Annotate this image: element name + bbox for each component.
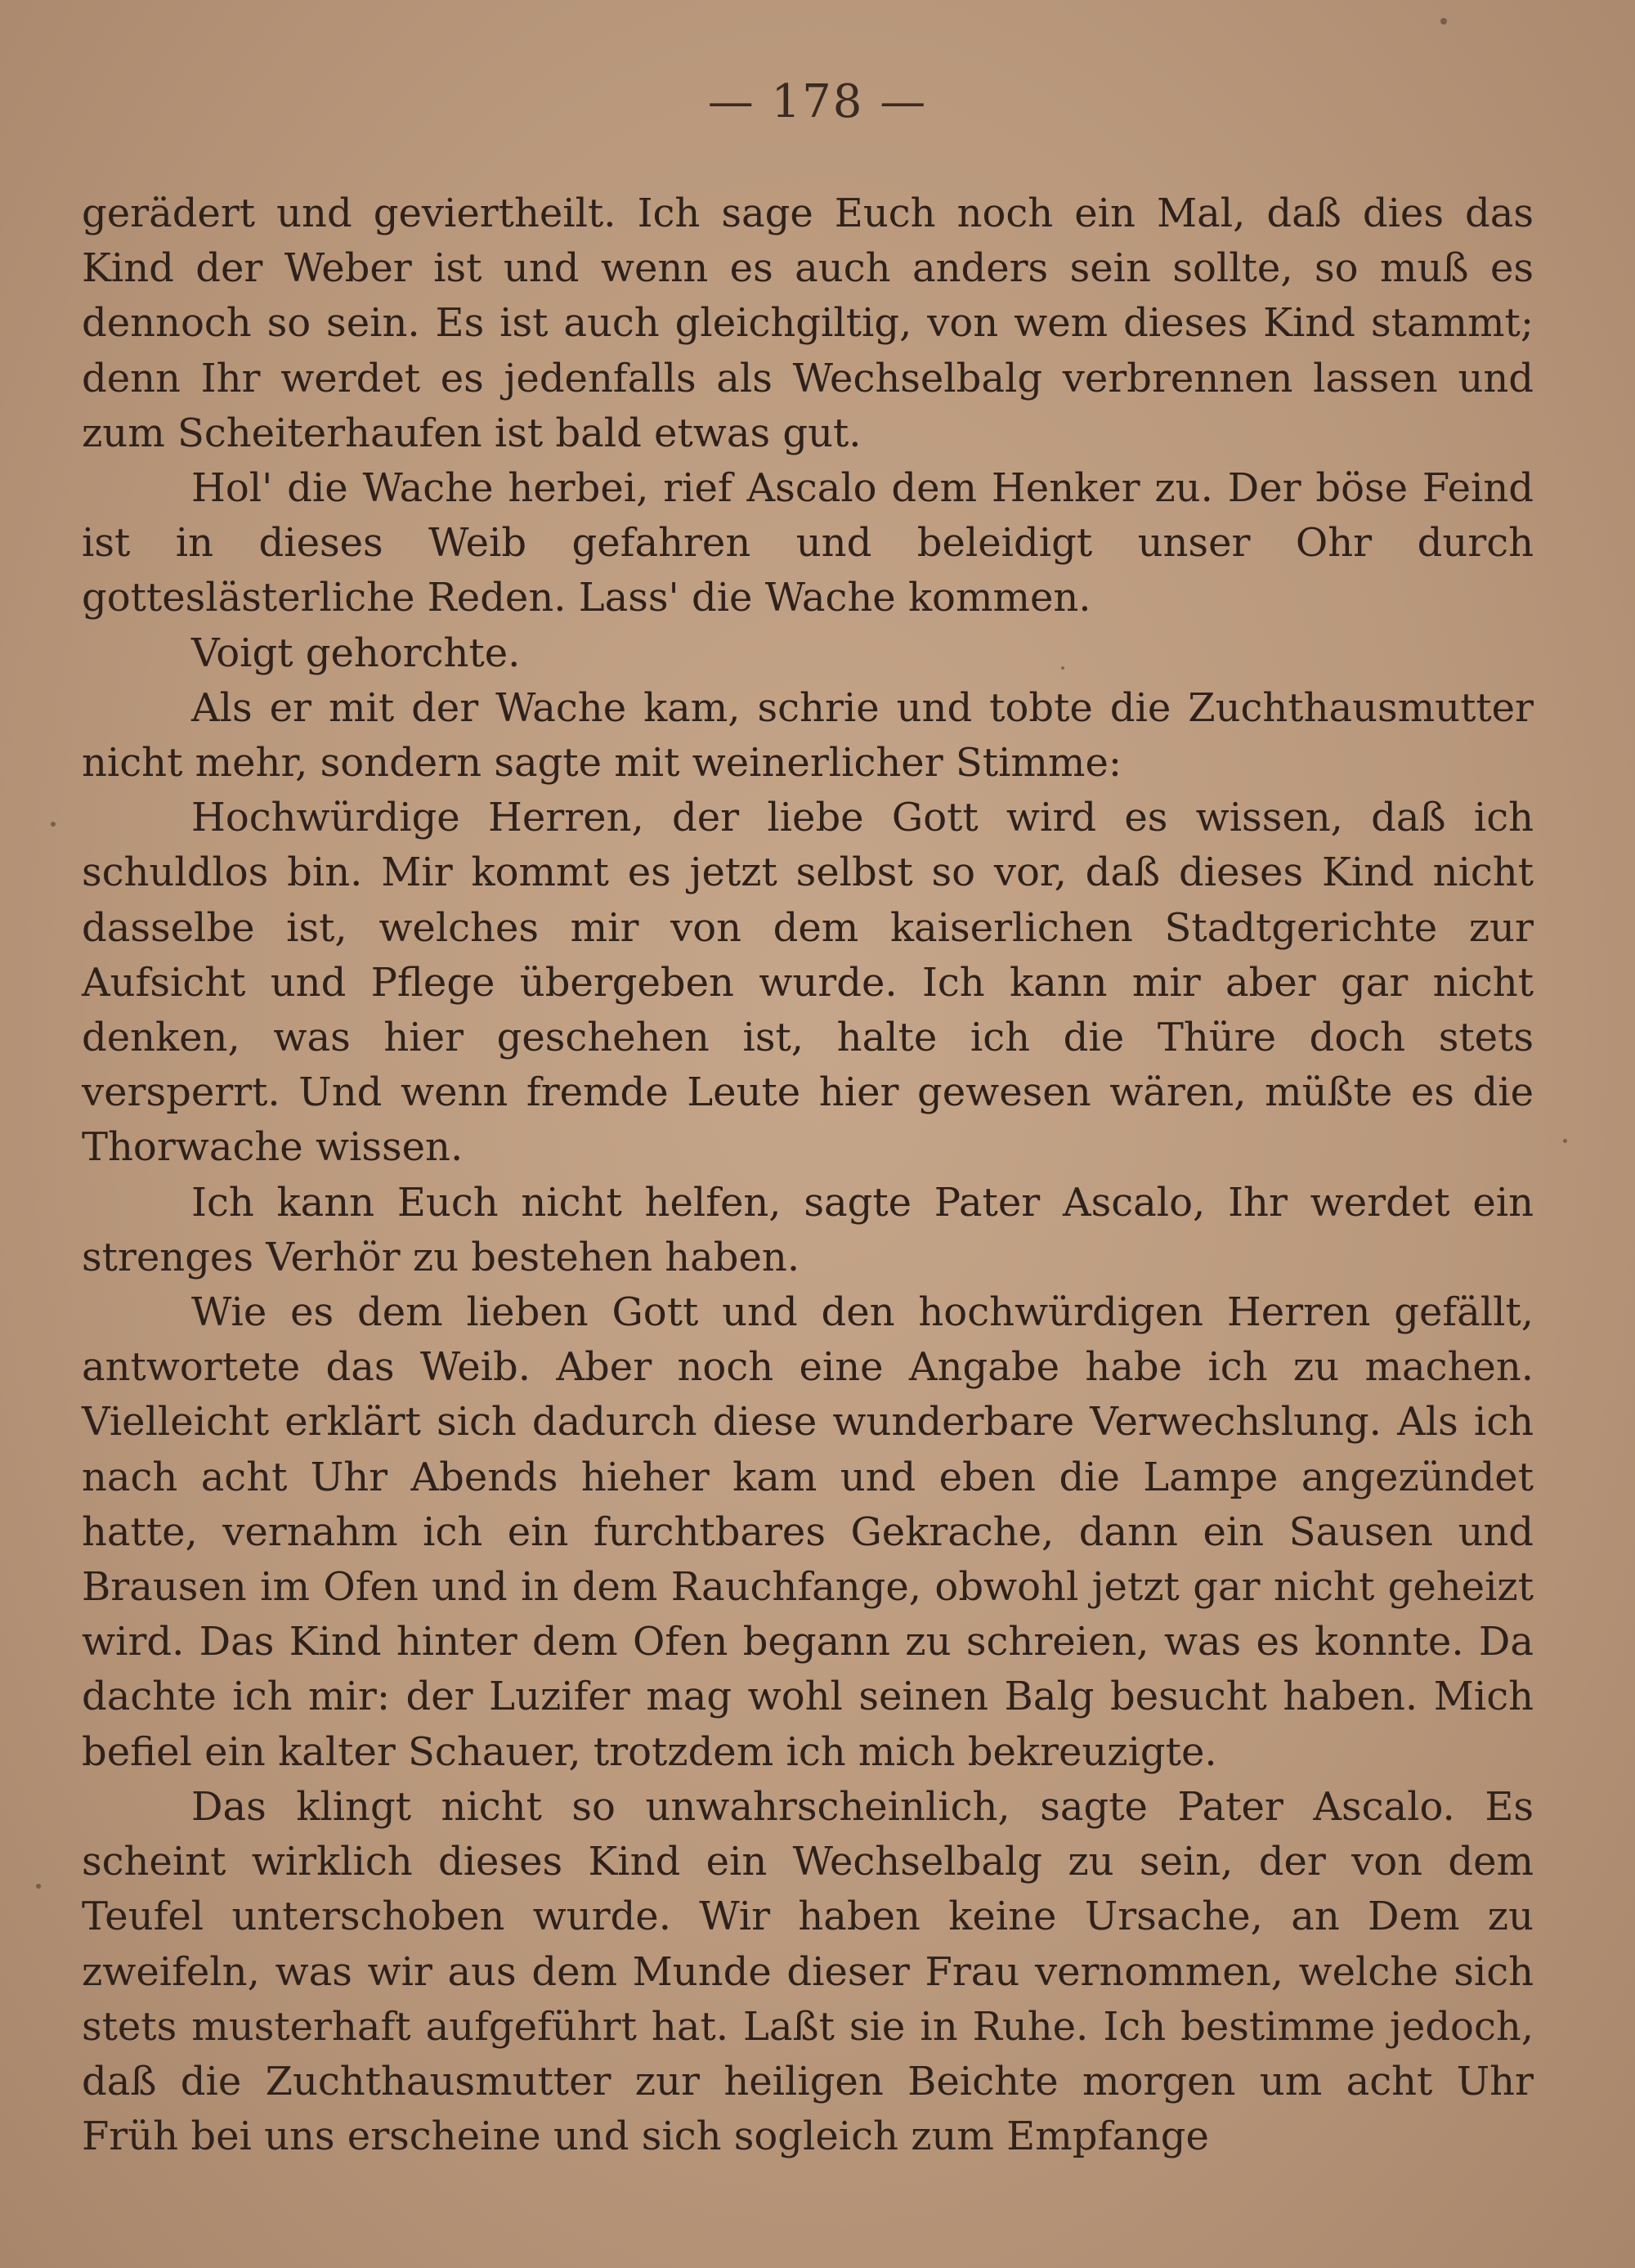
paragraph: Ich kann Euch nicht helfen, sagte Pater Ascalo, Ihr werdet ein strenges Verhör zu bestehen haben. [82,1179,1534,1280]
paper-speck [51,822,56,827]
paragraph: Hochwürdige Herren, der liebe Gott wird es wissen, daß ich schuldlos bin. Mir kommt es jetzt selbst so vor, daß dieses Kind nicht dasselbe ist, welches mir von dem kaiserlichen Stadtgerichte zur Aufsicht und Pflege übergeben wurde. Ich kann mir aber gar nicht denken, was hier geschehen ist, halte ich die Thüre doch stets versperrt. Und wenn fremde Leute hier gewesen wären, müßte es die Thorwache wissen. [82,795,1534,1171]
paper-speck [1061,666,1064,670]
paper-speck [1440,18,1447,25]
body-text [82,186,1534,2164]
paragraph: Als er mit der Wache kam, schrie und tobte die Zuchthausmutter nicht mehr, sondern sagte mit weinerlicher Stimme: [82,684,1534,787]
paragraph: Das klingt nicht so unwahrscheinlich, sagte Pater Ascalo. Es scheint wirklich dieses Kind ein Wechselbalg zu sein, der von dem Teufel unterschoben wurde. Wir haben keine Ursache, an Dem zu zweifeln, was wir aus dem Munde dieser Frau vernommen, welche sich stets musterhaft aufgeführt hat. Laßt sie in Ruhe. Ich bestimme jedoch, daß die Zuchthausmutter zur heiligen Beichte morgen um acht Uhr Früh bei uns erscheine und sich sogleich zum Empfange [82,1783,1534,2160]
paper-speck [36,1884,41,1889]
paper-speck [1563,1139,1567,1143]
paragraph: Hol' die Wache herbei, rief Ascalo dem Henker zu. Der böse Feind ist in dieses Weib gefahren und beleidigt unser Ohr durch gotteslästerliche Reden. Lass' die Wache kommen. [82,465,1534,621]
page-number: — 178 — [707,75,928,128]
paragraph: gerädert und geviertheilt. Ich sage Euch noch ein Mal, daß dies das Kind der Weber ist und wenn es auch anders sein sollte, so muß es dennoch so sein. Es ist auch gleichgiltig, von wem dieses Kind stammt; denn Ihr werdet es jedenfalls als Wechselbalg verbrennen lassen und zum Scheiterhaufen ist bald etwas gut. [82,190,1534,456]
paragraph: Wie es dem lieben Gott und den hochwürdigen Herren gefällt, antwortete das Weib. Aber noch eine Angabe habe ich zu machen. Vielleicht erklärt sich dadurch diese wunderbare Verwechslung. Als ich nach acht Uhr Abends hieher kam und eben die Lampe angezündet hatte, vernahm ich ein furchtbares Gekrache, dann ein Sausen und Brausen im Ofen und in dem Rauchfange, obwohl jetzt gar nicht geheizt wird. Das Kind hinter dem Ofen begann zu schreien, was es konnte. Da dachte ich mir: der Luzifer mag wohl seinen Balg besucht haben. Mich befiel ein kalter Schauer, trotzdem ich mich bekreuzigte. [82,1289,1534,1775]
paragraph: Voigt gehorchte. [191,630,521,676]
